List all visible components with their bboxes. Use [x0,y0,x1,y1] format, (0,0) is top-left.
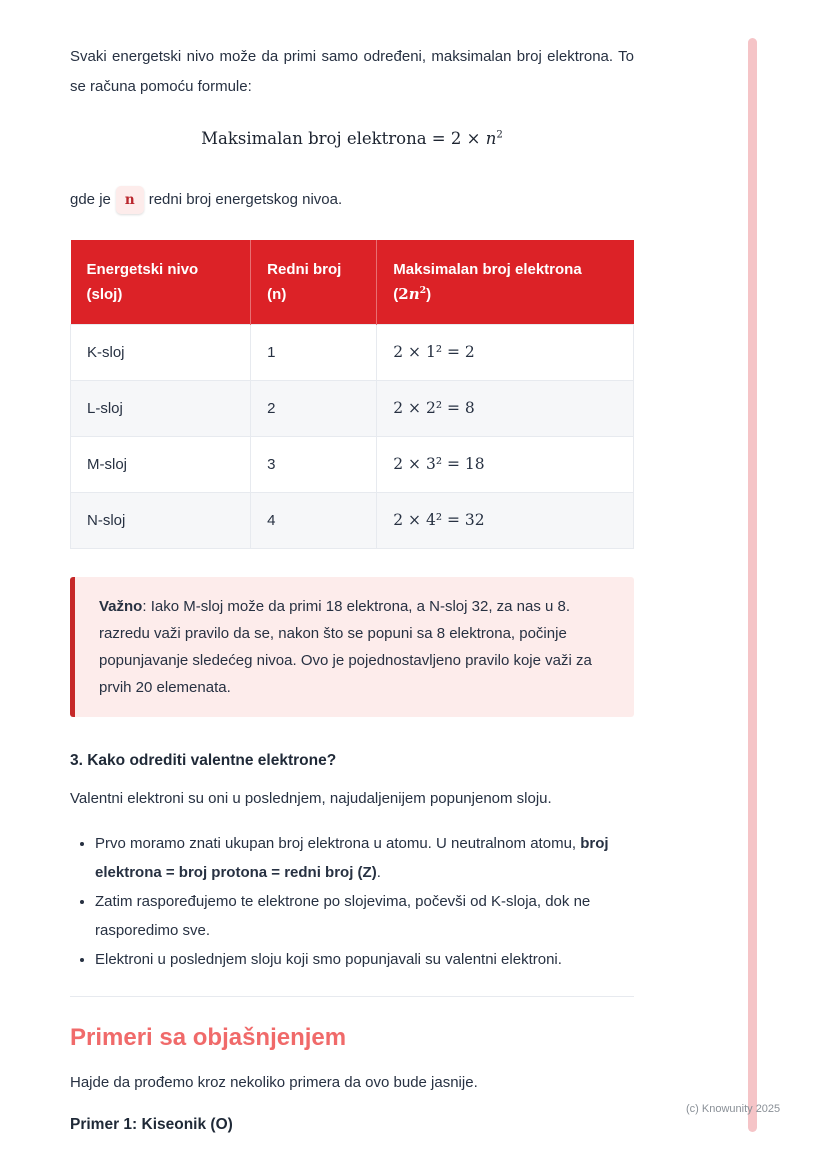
example1-title: Primer 1: Kiseonik (O) [70,1116,233,1133]
callout-label: Važno [99,598,143,615]
examples-intro-paragraph: Hajde da prođemo kroz nekoliko primera da ovo bude jasnije. [70,1074,478,1091]
cell-sloj: K-sloj [71,325,251,381]
energy-levels-table [70,240,634,549]
bullet-text: Elektroni u poslednjem sloju koji smo popunjavali su valentni elektroni. [95,951,562,968]
section-divider [70,996,634,997]
cell-formula: 2 × 3² = 18 [377,437,634,493]
section-heading-valentni-elektroni: 3. Kako odrediti valentne elektrone? [70,752,337,769]
valentni-intro-paragraph: Valentni elektroni su oni u poslednjem, najudaljenijem popunjenom sloju. [70,790,552,807]
intro-paragraph: Svaki energetski nivo može da primi samo određeni, maksimalan broj elektrona. To se računa pomoću formule: [70,48,634,95]
header-math-var: n [408,285,420,303]
header-math-coeff: 2 [398,285,409,303]
document-page [70,42,634,1137]
formula-text: Maksimalan broj elektrona = 2 × [201,129,486,148]
header-energetski-nivo: Energetski nivo (sloj) [71,240,251,325]
cell-formula: 2 × 2² = 8 [377,381,634,437]
header-maksimalan-broj [377,240,634,325]
where-line [70,186,634,214]
header-math [398,285,426,303]
important-callout [70,577,634,717]
cell-redni-broj: 1 [251,325,377,381]
where-post: redni broj energetskog nivoa. [148,191,343,208]
formula-exponent: 2 [496,129,503,141]
cell-redni-broj: 2 [251,381,377,437]
header-redni-broj: Redni broj (n) [251,240,377,325]
header-maks-post: ) [426,286,432,303]
formula [70,126,634,152]
cell-formula: 2 × 1² = 2 [377,325,634,381]
table-row [71,381,634,437]
list-item [95,887,634,945]
list-item [95,829,634,887]
knowunity-watermark: (c) Knowunity 2025 [686,1103,781,1115]
cell-sloj: L-sloj [71,381,251,437]
list-item [95,945,634,974]
table-row [71,437,634,493]
decorative-stripe [748,38,757,1132]
bullet-bold-text: broj elektrona = broj protona = redni broj (Z) [95,835,609,881]
table-row [71,493,634,549]
cell-sloj: M-sloj [71,437,251,493]
cell-redni-broj: 4 [251,493,377,549]
formula-variable: n [485,129,497,148]
header-maks-pre: Maksimalan broj elektrona ( [393,261,582,303]
table-row [71,325,634,381]
cell-sloj: N-sloj [71,493,251,549]
cell-formula: 2 × 4² = 32 [377,493,634,549]
where-pre: gde je [70,191,111,208]
bullet-list [70,829,634,974]
inline-code-n: n [116,186,144,214]
header-math-sup: 2 [419,285,427,296]
bullet-text: Zatim raspoređujemo te elektrone po slojevima, počevši od K-sloja, dok ne rasporedimo sve. [95,893,591,939]
cell-redni-broj: 3 [251,437,377,493]
bullet-text: . [376,864,381,881]
examples-heading: Primeri sa objašnjenjem [70,1024,347,1051]
callout-text: : Iako M-sloj može da primi 18 elektrona, a N-sloj 32, za nas u 8. razredu važi pravilo da se, nakon što se popuni sa 8 elektrona, počinje popunjavanje sledećeg nivoa. Ovo je pojednostavljeno pravilo koje važi za prvih 20 elemenata. [99,598,592,696]
bullet-text: Prvo moramo znati ukupan broj elektrona u atomu. U neutralnom atomu, [95,835,581,852]
table-header-row [71,240,634,325]
